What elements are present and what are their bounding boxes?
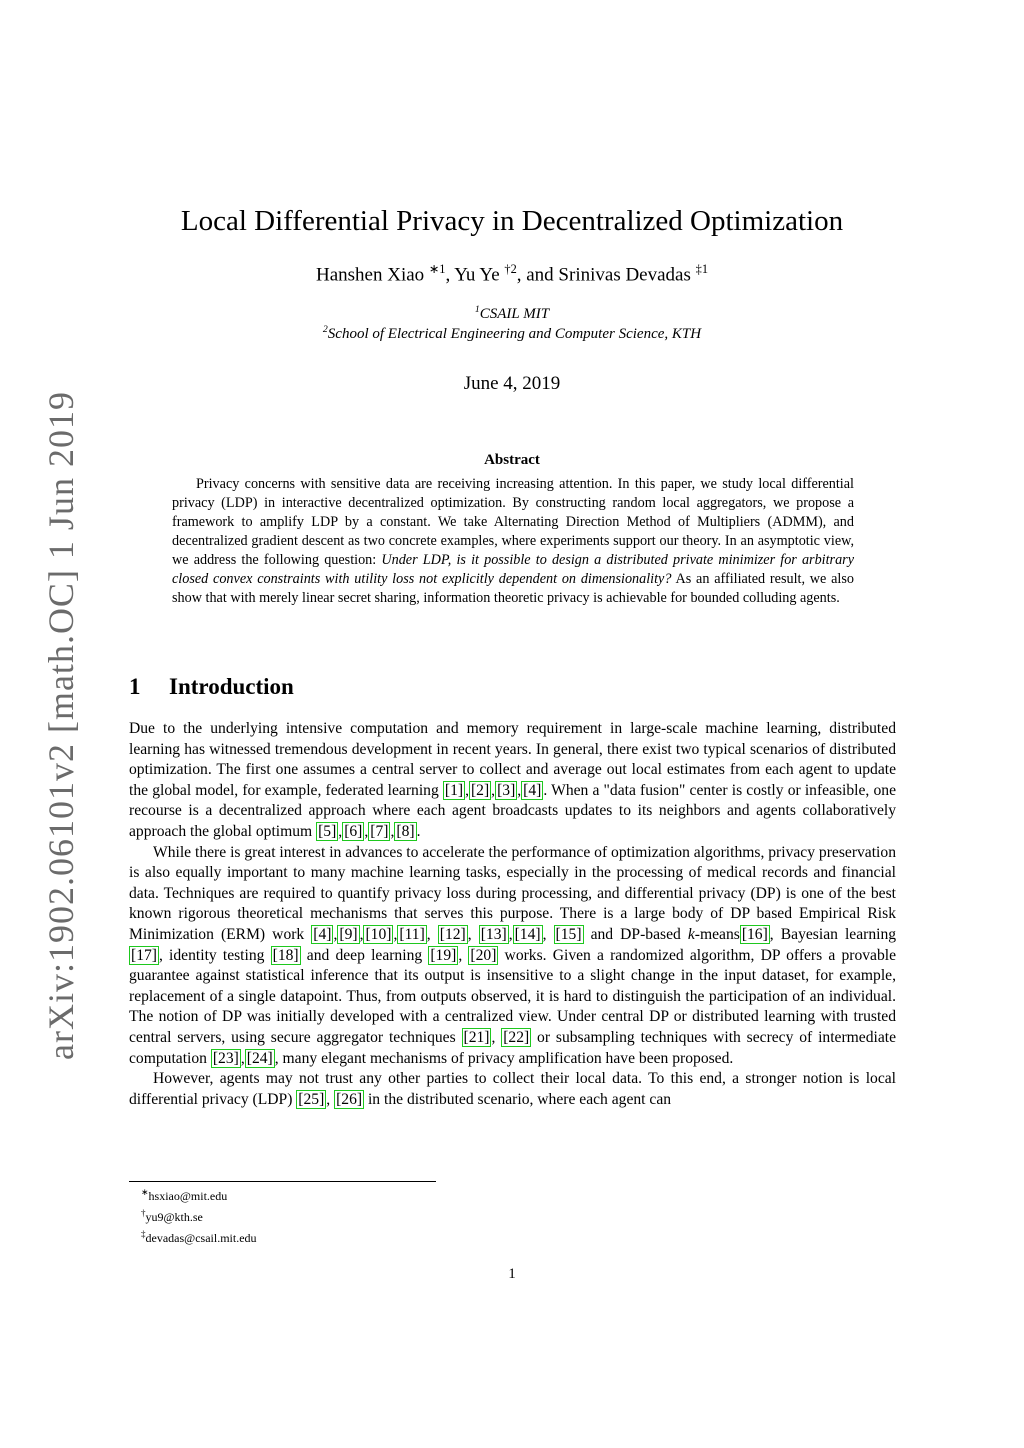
citation-link[interactable]: [3] <box>497 781 516 799</box>
paragraph-text: . <box>416 822 421 840</box>
affiliation-mark: 1 <box>474 304 480 315</box>
math-symbol: k <box>687 925 695 943</box>
citation-link[interactable]: [10] <box>365 925 392 943</box>
section-number: 1 <box>129 674 141 699</box>
citation-link[interactable]: [26] <box>336 1090 363 1108</box>
footnote-mark: ∗ <box>141 1187 149 1197</box>
paper-title: Local Differential Privacy in Decentralized Optimization <box>180 205 844 237</box>
paragraph-text: , Bayesian learning <box>769 925 897 943</box>
affiliation-text: School of Electrical Engineering and Computer Science, KTH <box>327 326 702 342</box>
citation-link[interactable]: [22] <box>503 1028 530 1046</box>
citation-link[interactable]: [11] <box>399 925 425 943</box>
author-name: Yu Ye <box>454 264 500 286</box>
section-title: Introduction <box>169 674 294 699</box>
citation-link[interactable]: [1] <box>444 781 464 799</box>
paragraph-text: in the distributed scenario, where each agent can <box>364 1090 672 1108</box>
paragraph-text: or subsampling techniques with secrecy of intermediate computation <box>129 1028 897 1067</box>
citation-link[interactable]: [23] <box>212 1049 239 1067</box>
footnote <box>141 1226 257 1247</box>
affiliation-1 <box>0 304 1024 323</box>
citation-link[interactable]: [24] <box>246 1049 273 1067</box>
footnote-mark: ‡ <box>141 1229 146 1239</box>
citation-link[interactable]: [20] <box>470 946 497 964</box>
citation-link[interactable]: [7] <box>370 822 389 840</box>
footnote <box>141 1184 257 1205</box>
paragraph-text: and DP-based <box>583 925 688 943</box>
paragraph-text: . When a "data fusion" center is costly or infeasible, one recourse is a decentralized approach where each agent broadcasts updates to its neighbors and agents collaboratively approach the global optimum <box>129 781 896 840</box>
paragraph-text: -means <box>694 925 740 943</box>
citation-link[interactable]: [6] <box>344 822 363 840</box>
footnotes <box>141 1184 257 1247</box>
section-body <box>129 719 896 1110</box>
citation-link[interactable]: [15] <box>555 925 582 943</box>
citation-link[interactable]: [4] <box>523 781 542 799</box>
citation-link[interactable]: [18] <box>272 946 299 964</box>
affiliation-mark: 2 <box>322 324 328 335</box>
citation-link[interactable]: [13] <box>480 925 507 943</box>
footnote-email: hsxiao@mit.edu <box>148 1189 228 1203</box>
affiliation-2 <box>0 324 1024 343</box>
citation-link[interactable]: [19] <box>430 946 457 964</box>
arxiv-identifier: arXiv:1902.06101v2 [math.OC] 1 Jun 2019 <box>41 391 81 1060</box>
citation-link[interactable]: [4] <box>313 925 332 943</box>
affiliation-text: CSAIL MIT <box>479 306 550 322</box>
paragraph: Due to the underlying intensive computation and memory requirement in large-scale machine learning, distributed learning has witnessed tremendous development in recent years. In general, there exist two typical scenarios of distributed optimization. The first one assumes a central server to collect and average out local estimates from each agent to update the global model, for example, federated learning [1] , [2] , [3] , [4] . When a "data fusion" center is costly or infeasible, one recourse is a decentralized approach where each agent broadcasts updates to its neighbors and agents collaboratively approach the global optimum [5] , [6] , [7] , [8] . <box>129 720 896 840</box>
citation-link[interactable]: [14] <box>514 925 541 943</box>
page-number: 1 <box>508 1266 516 1282</box>
footnote-email: yu9@kth.se <box>145 1210 203 1224</box>
citation-link[interactable]: [9] <box>339 925 358 943</box>
footnote-mark: † <box>141 1208 146 1218</box>
citation-link[interactable]: [25] <box>298 1090 325 1108</box>
citation-link[interactable]: [5] <box>318 822 337 840</box>
paragraph-text: Due to the underlying intensive computation and memory requirement in large-scale machine learning, distributed learning has witnessed tremendous development in recent years. In general, there exist two typical scenarios of distributed optimization. The first one assumes a central server to collect and average out local estimates from each agent to update the global model, for example, federated learning <box>129 720 896 799</box>
abstract-heading: Abstract <box>484 452 540 468</box>
paragraph-text: However, agents may not trust any other parties to collect their local data. To this end, a stronger notion is local differential privacy (LDP) <box>129 1070 896 1108</box>
abstract-body <box>172 475 854 608</box>
citation-link[interactable]: [8] <box>396 822 415 840</box>
citation-link[interactable]: [16] <box>741 925 768 943</box>
footnote-email: devadas@csail.mit.edu <box>145 1231 257 1245</box>
paper-date: June 4, 2019 <box>463 373 561 394</box>
citation-link[interactable]: [12] <box>439 925 466 943</box>
author-list: Hanshen Xiao $^{∗1}$, Yu Ye $^{\dagger 2}$, and Srinivas Devadas $^{\ddagger 1}$ <box>316 262 708 286</box>
footnote-divider <box>129 1181 436 1182</box>
paragraph: While there is great interest in advances to accelerate the performance of optimization algorithms, privacy preservation is also equally important to many machine learning tasks, especially in the processing of medical records and financial data. Techniques are required to quantify privacy loss during processing, and differential privacy (DP) is one of the best known rigorous theoretical mechanisms that serves this purpose. There is a large body of DP based Empirical Risk Minimization (ERM) work [4] , [9] , [10] , [11] , [12] , [13] , [14] , [15] and DP-based k-means [16] , Bayesian learning [17] , identity testing [18] and deep learning [19] , [20] works. Given a randomized algorithm, DP offers a provable guarantee against statistical inference that its output is insensitive to a slight change in the input dataset, for example, replacement of a single datapoint. Thus, from outputs observed, it is hard to distinguish the participation of an individual. The notion of DP was initially developed with a centralized view. Under central DP or distributed learning with trusted central servers, using secure aggregator techniques [21] , [22] or subsampling techniques with secrecy of intermediate computation [23] , [24] , many elegant mechanisms of privacy amplification have been proposed. <box>129 843 897 1067</box>
paragraph-text: , many elegant mechanisms of privacy amplification have been proposed. <box>274 1049 734 1067</box>
abstract-question: Under LDP, is it possible to design a distributed private minimizer for arbitrary closed convex constraints with utility loss not explicitly dependent on dimensionality? <box>172 552 854 587</box>
paragraph-text: While there is great interest in advances to accelerate the performance of optimization algorithms, privacy preservation is also equally important to many machine learning tasks, especially in the processing of medical records and financial data. Techniques are required to quantify privacy loss during processing, and differential privacy (DP) is one of the best known rigorous theoretical mechanisms that serves this purpose. There is a large body of DP based Empirical Risk Minimization (ERM) work <box>129 843 896 943</box>
abstract-text: Privacy concerns with sensitive data are receiving increasing attention. In this paper, we study local differential privacy (LDP) in interactive decentralized optimization. By constructing random local aggregators, we propose a framework to amplify LDP by a constant. We take Alternating Direction Method of Multipliers (ADMM), and decentralized gradient descent as two concrete examples, where experiments support our theory. In an asymptotic view, we address the following question: <box>172 476 854 568</box>
paragraph-text: works. Given a randomized algorithm, DP offers a provable guarantee against statistical inference that its output is insensitive to a slight change in the input dataset, for example, replacement of a single datapoint. Thus, from outputs observed, it is hard to distinguish the participation of an individual. The notion of DP was initially developed with a centralized view. Under central DP or distributed learning with trusted central servers, using secure aggregator techniques <box>129 946 897 1046</box>
footnote <box>141 1205 257 1226</box>
abstract-text: As an affiliated result, we also show that with merely linear secret sharing, information theoretic privacy is achievable for bounded colluding agents. <box>172 571 854 606</box>
paragraph: However, agents may not trust any other parties to collect their local data. To this end, a stronger notion is local differential privacy (LDP) [25] , [26] in the distributed scenario, where each agent can <box>129 1070 896 1108</box>
author-mark: ‡1 <box>695 262 708 276</box>
paragraph-text: and deep learning <box>300 946 429 964</box>
section-heading <box>129 674 294 700</box>
author-mark: ∗1 <box>428 262 446 276</box>
author-name: and Srinivas Devadas <box>526 264 691 286</box>
citation-link[interactable]: [21] <box>463 1028 490 1046</box>
citation-link[interactable]: [17] <box>131 946 157 964</box>
citation-link[interactable]: [2] <box>470 781 490 799</box>
author-name: Hanshen Xiao <box>316 264 425 286</box>
paragraph-text: , identity testing <box>158 946 271 964</box>
author-mark: †2 <box>504 262 517 276</box>
